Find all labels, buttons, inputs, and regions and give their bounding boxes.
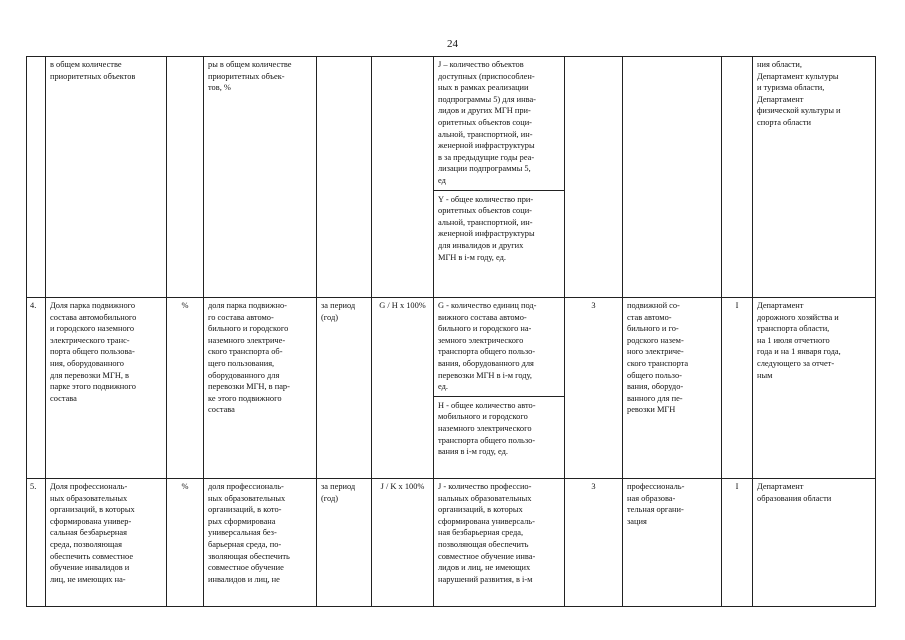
indicator-name: Доля парка подвижного состава автомобильного и городского наземного электрического транс- порта общего пользова- ния, оборудованного для перевозки МГН, в парке этого подвижного состава [46,298,167,479]
row-number: 5. [27,479,46,607]
method-cell: подвижной со- став автомо- бильного и го- родского назем- ного электриче- ского транспорта общего пользо- вания, оборудо- ванного для пе- ревозки МГН [623,298,722,479]
source-cell [565,57,623,298]
table-row [27,57,876,298]
page-number: 24 [447,38,458,50]
variable-description: J – количество объектов доступных (приспособлен- ных в рамках реализации подпрограммы 5) для инва- лидов и других МГН при- оритетных объектов соци- альной, транспортной, ин- женерной инфраструктуры в за предыдущие годы реа- лизации подпрограммы 5, ед [438,60,536,185]
unit-cell: % [167,298,204,479]
variable-description: G - количество единиц под- вижного состава автомо- бильного и городского на- земного электрического транспорта общего пользо- вания, оборудованного для перевозки МГН в i-м году, ед. [438,301,537,392]
period-cell: за период (год) [317,298,372,479]
formula-cell [372,57,434,298]
table-row [27,298,876,479]
type-cell: I [722,298,753,479]
variable-description: J - количество профессио- нальных образовательных организаций, в которых сформирована универсаль- ная безбарьерная среда, позволяющая обеспечить совместное обучение инва- лидов и лиц, не имеющих нарушений развития, в i-м [438,482,536,584]
period-cell: за период (год) [317,479,372,607]
responsible-cell: Департамент дорожного хозяйства и транспорта области, на 1 июля отчетного года и на 1 января года, следующего за отчет- ным [753,298,876,479]
variables-cell [434,479,565,607]
indicator-name: в общем количестве приоритетных объектов [46,57,167,298]
formula-cell: J / K x 100% [372,479,434,607]
row-number: 4. [27,298,46,479]
responsible-cell: ния области, Департамент культуры и туризма области, Департамент физической культуры и спорта области [753,57,876,298]
method-cell: профессиональ- ная образова- тельная органи- зация [623,479,722,607]
variable-description: H - общее количество авто- мобильного и городского наземного электрического транспорта общего пользо- вания в i-м году, ед. [434,396,564,458]
source-cell: 3 [565,479,623,607]
variable-description: Y - общее количество при- оритетных объектов соци- альной, транспортной, ин- женерной инфраструктуры для инвалидов и других МГН в i-м году, ед. [434,190,564,264]
source-cell: 3 [565,298,623,479]
unit-cell: % [167,479,204,607]
indicator-name: Доля профессиональ- ных образовательных организаций, в которых сформирована универ- сальная безбарьерная среда, позволяющая обеспечить совместное обучение инвалидов и лиц, не имеющих на- [46,479,167,607]
row-number [27,57,46,298]
responsible-cell: Департамент образования области [753,479,876,607]
type-cell: I [722,479,753,607]
definition-cell: доля профессиональ- ных образовательных организаций, в кото- рых сформирована универсальная без- барьерная среда, по- зволяющая обеспечить совместное обучение инвалидов и лиц, не [204,479,317,607]
type-cell [722,57,753,298]
definition-cell: ры в общем количестве приоритетных объек- тов, % [204,57,317,298]
definition-cell: доля парка подвижно- го состава автомо- бильного и городского наземного электриче- ского транспорта об- щего пользования, оборудованного для перевозки МГН, в пар- ке этого подвижного состава [204,298,317,479]
indicators-table [26,56,876,607]
formula-cell: G / H x 100% [372,298,434,479]
period-cell [317,57,372,298]
table-row [27,479,876,607]
unit-cell [167,57,204,298]
variables-cell [434,298,565,479]
method-cell [623,57,722,298]
variables-cell [434,57,565,298]
